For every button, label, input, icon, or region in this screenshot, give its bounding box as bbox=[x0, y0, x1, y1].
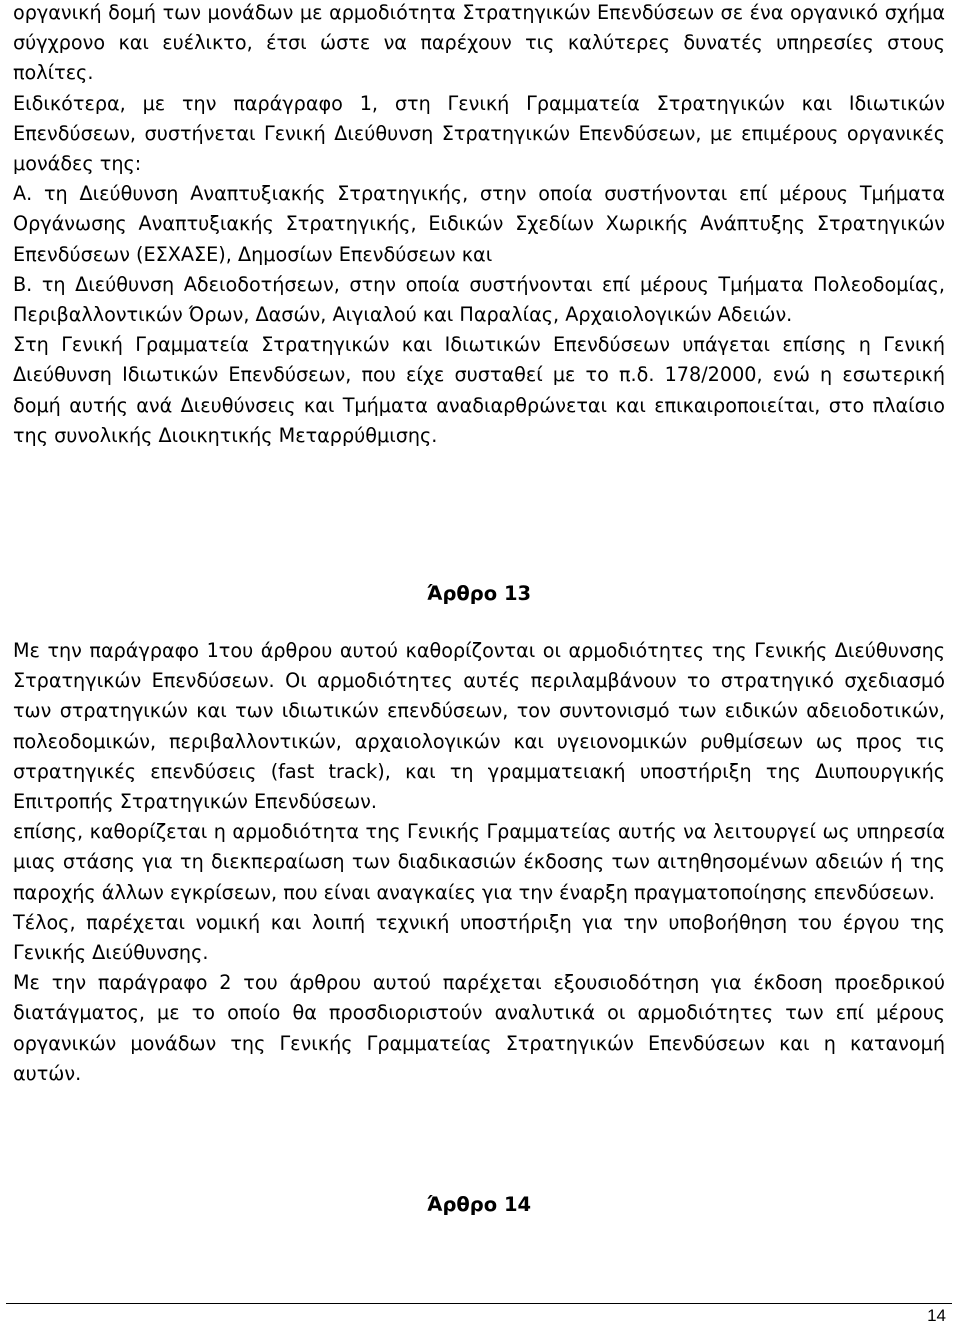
article-13-heading: Άρθρο 13 bbox=[426, 582, 532, 605]
footer-divider bbox=[6, 1303, 952, 1304]
article-12-continuation bbox=[13, 0, 945, 451]
paragraph: Ειδικότερα, με την παράγραφο 1, στη Γενική Γραμματεία Στρατηγικών και Ιδιωτικών Επενδύσεων, συστήνεται Γενική Διεύθυνση Στρατηγικών Επενδύσεων, με επιμέρους οργανικές μονάδες της: bbox=[13, 91, 945, 176]
page-number: 14 bbox=[927, 1306, 946, 1325]
paragraph: Με την παράγραφο 2 του άρθρου αυτού παρέχεται εξουσιοδότηση για έκδοση προεδρικού διατάγματος, με το οποίο θα προσδιοριστούν αναλυτικά οι αρμοδιότητες των επί μέρους οργανικών μονάδων της Γενικής Γραμματείας Στρατηγικών Επενδύσεων και η κατανομή αυτών. bbox=[13, 971, 945, 1085]
paragraph: Στη Γενική Γραμματεία Στρατηγικών και Ιδιωτικών Επενδύσεων υπάγεται επίσης η Γενική Διεύθυνση Ιδιωτικών Επενδύσεων, που είχε συσταθεί με το π.δ. 178/2000, ενώ η εσωτερική δομή αυτής ανά Διευθύνσεις και Τμήματα αναδιαρθρώνεται και επικαιροποιείται, στο πλαίσιο της συνολικής Διοικητικής Μεταρρύθμισης. bbox=[13, 333, 945, 447]
list-item-a: Α. τη Διεύθυνση Αναπτυξιακής Στρατηγικής, στην οποία συστήνονται επί μέρους Τμήματα Οργάνωσης Αναπτυξιακής Στρατηγικής, Ειδικών Σχεδίων Χωρικής Ανάπτυξης Στρατηγικών Επενδύσεων (ΕΣΧΑΣΕ), Δημοσίων Επενδύσεων και bbox=[13, 182, 945, 266]
paragraph: Με την παράγραφο 1του άρθρου αυτού καθορίζονται οι αρμοδιότητες της Γενικής Διεύθυνσης Στρατηγικών Επενδύσεων. Οι αρμοδιότητες αυτές περιλαμβάνουν το στρατηγικό σχεδιασμό των στρατηγικών και των ιδιωτικών επενδύσεων, τον συντονισμό των ειδικών αδειοδοτικών, πολεοδομικών, περιβαλλοντικών, αρχαιολογικών και υγειονομικών ρυθμίσεων ως προς τις στρατηγικές επενδύσεις (fast track), και τη γραμματειακή υποστήριξη της Διυπουργικής Επιτροπής Στρατηγικών Επενδύσεων. bbox=[13, 639, 945, 814]
paragraph: Τέλος, παρέχεται νομική και λοιπή τεχνική υποστήριξη για την υποβοήθηση του έργου της Γενικής Διεύθυνσης. bbox=[13, 910, 945, 965]
paragraph: επίσης, καθορίζεται η αρμοδιότητα της Γενικής Γραμματείας αυτής να λειτουργεί ως υπηρεσία μιας στάσης για τη διεκπεραίωση των διαδικασιών έκδοσης των αιτηθησομένων αδειών ή της παροχής άλλων εγκρίσεων, που είναι αναγκαίες για την έναρξη πραγματοποίησης επενδύσεων. bbox=[13, 820, 945, 904]
article-13-body bbox=[13, 636, 945, 1089]
paragraph: οργανική δομή των μονάδων με αρμοδιότητα Στρατηγικών Επενδύσεων σε ένα οργανικό σχήμα σύγχρονο και ευέλικτο, έτσι ώστε να παρέχουν τις καλύτερες δυνατές υπηρεσίες στους πολίτες. bbox=[13, 1, 945, 85]
article-14-heading: Άρθρο 14 bbox=[426, 1193, 532, 1216]
list-item-b: Β. τη Διεύθυνση Αδειοδοτήσεων, στην οποία συστήνονται επί μέρους Τμήματα Πολεοδομίας, Περιβαλλοντικών Όρων, Δασών, Αιγιαλού και Παραλίας, Αρχαιολογικών Αδειών. bbox=[13, 272, 945, 327]
